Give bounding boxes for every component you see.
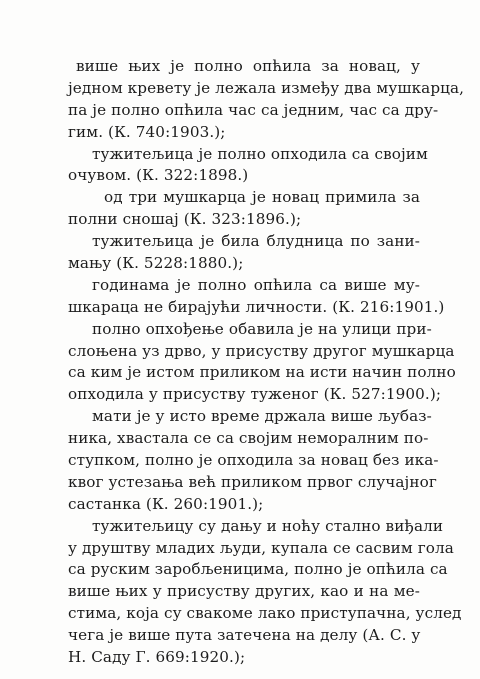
text-line: квог устезања већ приликом првог случајног <box>68 472 437 491</box>
text-line: ступком, полно је опходила за новац без ика- <box>68 451 439 470</box>
text-line: гим. (К. 740:1903.); <box>68 122 226 141</box>
text-line: полни сношај (К. 323:1896.); <box>68 210 302 229</box>
text-line: у друштву младих људи, купала се сасвим гола <box>68 538 454 557</box>
text-line: годинама је полно опћила са више му- <box>92 275 420 294</box>
text-line: очувом. (К. 322:1898.) <box>68 166 249 185</box>
text-line: чега је више пута затечена на делу (А. С. у <box>68 626 421 645</box>
text-line: шкараца не бирајући личности. (К. 216:1901.) <box>68 297 445 316</box>
text-line: више њих у присуству других, као и на ме- <box>68 582 420 601</box>
text-line: стима, која су свакоме лако приступачна, услед <box>68 604 462 623</box>
text-line: Н. Саду Г. 669:1920.); <box>68 648 246 667</box>
text-line: од три мушкарца је новац примила за <box>104 188 420 207</box>
text-line: па је полно опћила час са једним, час са дру- <box>68 100 439 119</box>
text-line: тужитељицу су дању и ноћу стално виђали <box>92 516 444 535</box>
text-line: тужитељица је полно опходила са својим <box>92 144 428 163</box>
text-line: са ким је истом приликом на исти начин полно <box>68 363 456 382</box>
text-line: полно опхођење обавила је на улици при- <box>92 319 432 338</box>
text-line: мању (К. 5228:1880.); <box>68 254 244 273</box>
text-line: састанка (К. 260:1901.); <box>68 494 264 513</box>
text-line: ника, хвастала се са својим неморалним по- <box>68 429 429 448</box>
text-line: једном кревету је лежала између два мушкарца, <box>68 78 465 97</box>
text-line: више њих је полно опћила за новац, у <box>76 57 420 75</box>
text-line: тужитељица је била блудница по зани- <box>92 232 420 251</box>
text-line: са руским заробљеницима, полно је опћила са <box>68 560 448 579</box>
text-line: слоњена уз дрво, у присуству другог мушкарца <box>68 341 455 360</box>
text-line: опходила у присуству туженог (К. 527:1900.); <box>68 385 442 404</box>
body-text <box>68 56 465 669</box>
text-line: мати је у исто време држала више љубаз- <box>92 407 432 426</box>
